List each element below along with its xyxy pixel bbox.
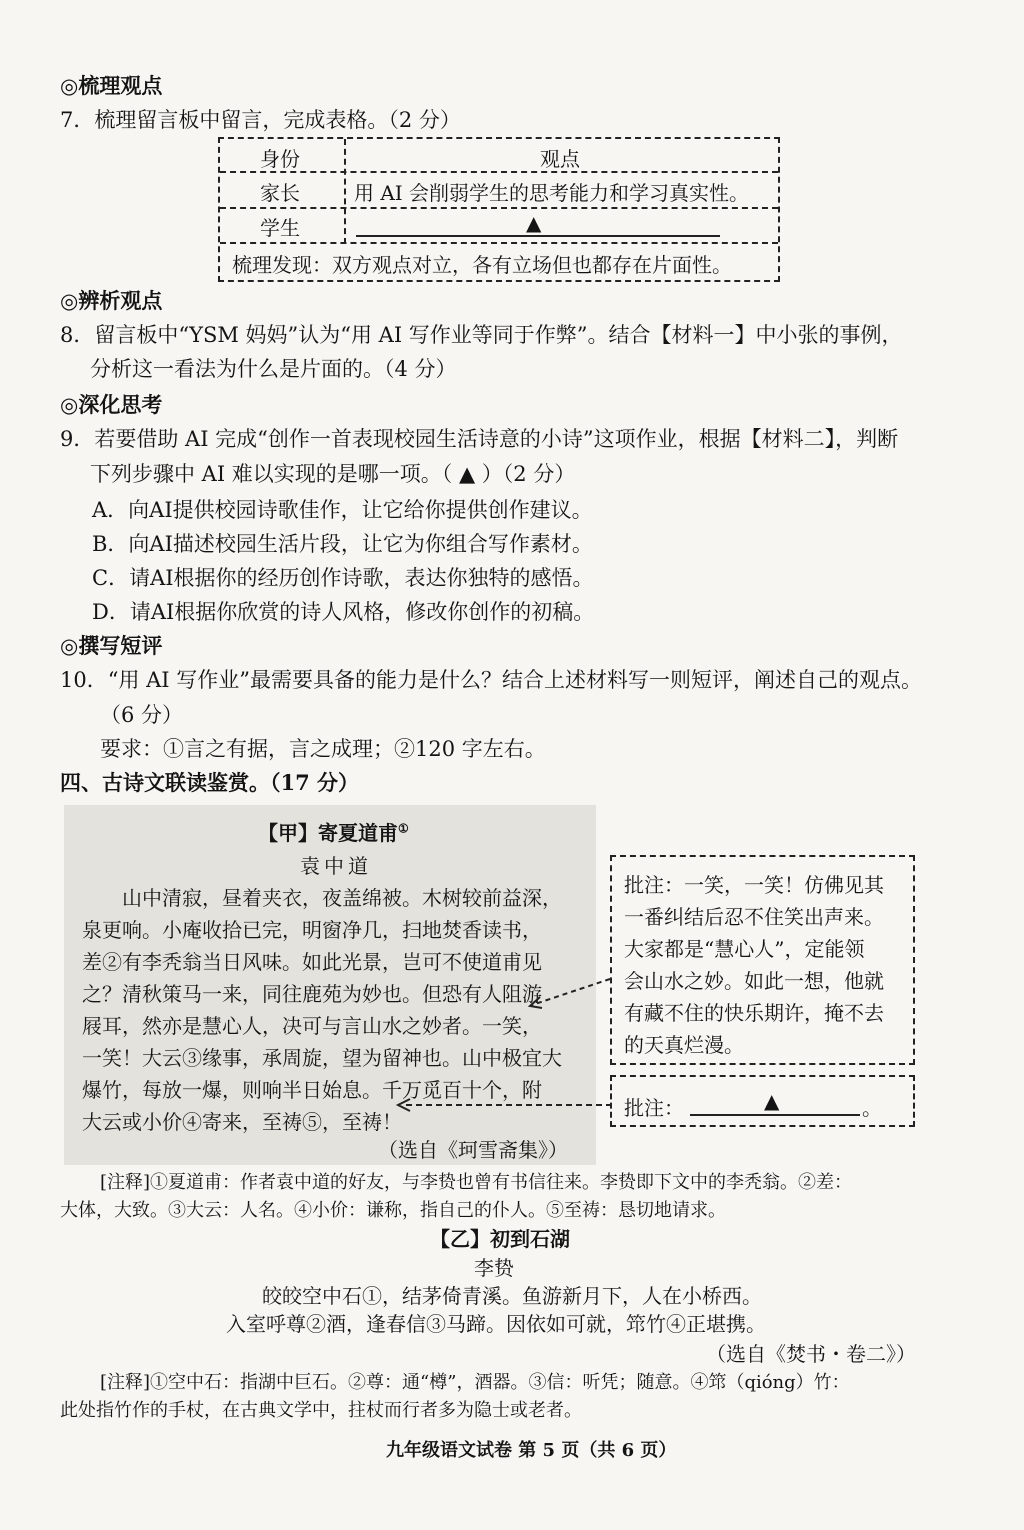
annotation-2-label: 批注： bbox=[624, 1096, 684, 1120]
answer-blank-line[interactable] bbox=[356, 235, 720, 237]
annotation-arrow-1 bbox=[520, 975, 612, 1015]
passage-yi-note-line2: 此处指竹作的手杖，在古典文学中，拄杖而行者多为隐士或老者。 bbox=[60, 1400, 582, 1421]
table-header-identity: 身份 bbox=[260, 147, 300, 171]
annotation-1-line: 有藏不住的快乐期许，掩不去 bbox=[624, 1001, 884, 1025]
question-10-line2: （6 分） bbox=[100, 703, 184, 727]
question-10-requirement: 要求：①言之有据，言之成理；②120 字左右。 bbox=[100, 737, 546, 761]
passage-jia-line: 屐耳，然亦是慧心人，决可与言山水之妙者。一笑， bbox=[82, 1014, 542, 1038]
passage-jia-line: 差②有李秃翁当日风味。如此光景，岂可不使道甫见 bbox=[82, 950, 542, 974]
section-heading-analyze: ◎辨析观点 bbox=[60, 288, 163, 313]
passage-jia-title: 【甲】寄夏道甫① bbox=[258, 821, 409, 845]
option-d[interactable]: D．请AI根据你欣赏的诗人风格，修改你创作的初稿。 bbox=[92, 600, 595, 624]
annotation-2-end: 。 bbox=[862, 1096, 882, 1120]
passage-yi-note-line1: [注释]①空中石：指湖中巨石。②尊：通“樽”，酒器。③信：听凭；随意。④筇（qióng）竹： bbox=[100, 1372, 850, 1393]
table-row-student-identity: 学生 bbox=[260, 216, 300, 240]
passage-jia-line: 泉更响。小庵收拾已完，明窗净几，扫地焚香读书， bbox=[82, 918, 542, 942]
annotation-1-line: 会山水之妙。如此一想，他就 bbox=[624, 969, 884, 993]
passage-yi-poem-line2: 入室呼尊②酒，逢春信③马蹄。因依如可就，筇竹④正堪携。 bbox=[226, 1312, 766, 1336]
question-7: 7．梳理留言板中留言，完成表格。（2 分） bbox=[60, 108, 461, 132]
passage-yi-title: 【乙】初到石湖 bbox=[430, 1227, 570, 1251]
passage-jia-note-line1: [注释]①夏道甫：作者袁中道的好友，与李贽也曾有书信往来。李贽即下文中的李秃翁。②差： bbox=[100, 1172, 853, 1193]
annotation-2-blank[interactable] bbox=[690, 1114, 860, 1116]
viewpoint-table bbox=[218, 137, 780, 282]
page-footer: 九年级语文试卷 第 5 页（共 6 页） bbox=[386, 1440, 677, 1461]
passage-jia-line: 大云或小价④寄来，至祷⑤，至祷！ bbox=[82, 1110, 402, 1134]
passage-jia-line: 爆竹，每放一爆，则响半日始息。千万觅百十个，附 bbox=[82, 1078, 542, 1102]
annotation-1-line: 批注：一笑，一笑！仿佛见其 bbox=[624, 873, 884, 897]
passage-jia-source: （选自《珂雪斋集》） bbox=[378, 1138, 568, 1162]
option-b[interactable]: B．向AI描述校园生活片段，让它为你组合写作素材。 bbox=[92, 532, 593, 556]
annotation-2-mark: ▲ bbox=[764, 1089, 780, 1113]
table-row-parent-view: 用 AI 会削弱学生的思考能力和学习真实性。 bbox=[354, 181, 750, 205]
passage-jia-author: 袁中道 bbox=[300, 854, 372, 878]
option-c[interactable]: C．请AI根据你的经历创作诗歌，表达你独特的感悟。 bbox=[92, 566, 594, 590]
question-10-line1: 10．“用 AI 写作业”最需要具备的能力是什么？结合上述材料写一则短评，阐述自己的观点。 bbox=[60, 668, 923, 692]
question-8-line2: 分析这一看法为什么是片面的。（4 分） bbox=[90, 357, 457, 381]
section-heading-deepen: ◎深化思考 bbox=[60, 392, 163, 417]
annotation-1-line: 大家都是“慧心人”，定能领 bbox=[624, 937, 865, 961]
table-row-parent-identity: 家长 bbox=[260, 181, 300, 205]
passage-jia-line: 山中清寂，昼着夹衣，夜盖绵被。木树较前益深， bbox=[122, 886, 562, 910]
table-header-view: 观点 bbox=[540, 147, 580, 171]
question-8-line1: 8．留言板中“YSM 妈妈”认为“用 AI 写作业等同于作弊”。结合【材料一】中小张的事例， bbox=[60, 323, 903, 347]
section-heading-sort: ◎梳理观点 bbox=[60, 73, 163, 98]
passage-yi-poem-line1: 皎皎空中石①，结茅倚青溪。鱼游新月下，人在小桥西。 bbox=[262, 1284, 762, 1308]
option-a[interactable]: A．向AI提供校园诗歌佳作，让它给你提供创作建议。 bbox=[92, 498, 593, 522]
question-9-line2: 下列步骤中 AI 难以实现的是哪一项。（ ▲ ）（2 分） bbox=[90, 462, 576, 486]
passage-yi-author: 李贽 bbox=[474, 1256, 514, 1280]
answer-mark: ▲ bbox=[526, 211, 542, 235]
passage-jia-note-line2: 大体，大致。③大云：人名。④小价：谦称，指自己的仆人。⑤至祷：恳切地请求。 bbox=[60, 1200, 726, 1221]
passage-jia-line: 一笑！大云③缘事，承周旋，望为留神也。山中极宜大 bbox=[82, 1046, 562, 1070]
question-9-line1: 9．若要借助 AI 完成“创作一首表现校园生活诗意的小诗”这项作业，根据【材料二】，判断 bbox=[60, 427, 899, 451]
annotation-arrow-2 bbox=[392, 1096, 614, 1116]
passage-jia-line: 之？清秋策马一来，同往鹿苑为妙也。但恐有人阻游 bbox=[82, 982, 542, 1006]
annotation-1-line: 一番纠结后忍不住笑出声来。 bbox=[624, 905, 884, 929]
part-four-heading: 四、古诗文联读鉴赏。（17 分） bbox=[60, 770, 360, 795]
table-finding: 梳理发现：双方观点对立，各有立场但也都存在片面性。 bbox=[232, 253, 732, 277]
annotation-1-line: 的天真烂漫。 bbox=[624, 1033, 744, 1057]
section-heading-review: ◎撰写短评 bbox=[60, 633, 163, 658]
passage-yi-source: （选自《焚书・卷二》） bbox=[706, 1342, 916, 1366]
